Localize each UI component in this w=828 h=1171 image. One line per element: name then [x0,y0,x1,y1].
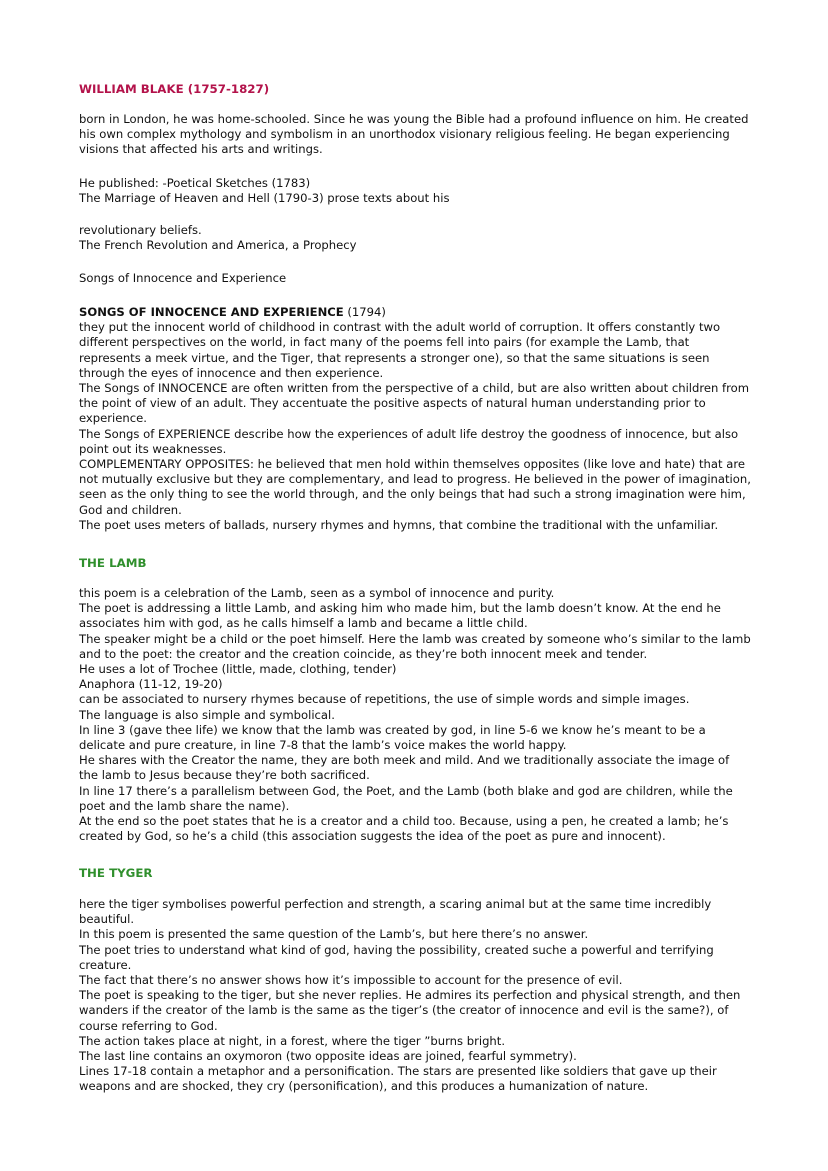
lamb-line: In line 3 (gave thee life) we know that the lamb was created by god, in line 5-6 we know he’s meant to be a delicate and pure creature, in line 7-8 that the lamb’s voice makes the world happy. [79,722,706,753]
songs-section [79,305,751,533]
lamb-section [79,586,751,844]
publication-line: The French Revolution and America, a Prophecy [79,238,357,253]
intro-bio [79,112,751,158]
tyger-line: The poet tries to understand what kind of god, having the possibility, created suche a powerful and terrifying creature. [79,942,714,972]
songs-paragraph: COMPLEMENTARY OPPOSITES: he believed that men hold within themselves opposites (like love and hate) that are not mutually exclusive but they are complementary, and lead to progress. He believed in the power of imagination, seen as the only thing to see the world through, and the only beings that had such a strong imagination were him, God and children. [79,457,751,517]
lamb-line: He uses a lot of Trochee (little, made, clothing, tender) [79,662,397,677]
publication-line: revolutionary beliefs. [79,223,202,237]
songs-paragraph: The poet uses meters of ballads, nursery rhymes and hymns, that combine the traditional with the unfamiliar. [79,517,719,532]
songs-paragraph: The Songs of INNOCENCE are often written from the perspective of a child, but are also written about children from the point of view of an adult. They accentuate the positive aspects of natural human understanding prior to experience. [79,381,750,426]
tyger-heading: THE TYGER [79,866,153,880]
bio-paragraph: born in London, he was home-schooled. Since he was young the Bible had a profound influence on him. He created his own complex mythology and symbolism in an unorthodox visionary religious feeling. He began experiencing visions that affected his arts and writings. [79,112,749,157]
lamb-line: this poem is a celebration of the Lamb, seen as a symbol of innocence and purity. [79,586,555,600]
page-title: WILLIAM BLAKE (1757-1827) [79,82,270,96]
lamb-line: Anaphora (11-12, 19-20) [79,677,223,692]
tyger-line: The last line contains an oxymoron (two opposite ideas are joined, fearful symmetry). [79,1049,577,1064]
songs-paragraph: The Songs of EXPERIENCE describe how the experiences of adult life destroy the goodness of innocence, but also point out its weaknesses. [79,426,739,456]
songs-heading-line [79,305,751,320]
tyger-line: The action takes place at night, in a forest, where the tiger ”burns bright. [79,1033,506,1048]
lamb-line: The poet is addressing a little Lamb, and asking him who made him, but the lamb doesn’t know. At the end he associates him with god, as he calls himself a lamb and became a little child. [79,601,721,631]
tyger-line: The poet is speaking to the tiger, but she never replies. He admires its perfection and physical strength, and then wanders if the creator of the lamb is the same as the tiger’s (the creator of innocence and evil is the same?), of course referring to God. [79,988,741,1033]
songs-heading: SONGS OF INNOCENCE AND EXPERIENCE [79,305,344,319]
lamb-line: The speaker might be a child or the poet himself. Here the lamb was created by someone who’s similar to the lamb and to the poet: the creator and the creation coincide, as they’re both innocent meek and tender. [79,631,751,661]
lamb-line: At the end so the poet states that he is a creator and a child too. Because, using a pen, he created a lamb; he’s created by God, so he’s a child (this association suggests the idea of the poet as pure and innocent). [79,814,729,844]
tyger-line: The fact that there’s no answer shows how it’s impossible to account for the presence of evil. [79,973,623,988]
tyger-line: In this poem is presented the same question of the Lamb’s, but here there’s no answer. [79,927,589,942]
tyger-section [79,897,751,1095]
publication-line: The Marriage of Heaven and Hell (1790-3) prose texts about his [79,191,450,206]
publications-block [79,176,751,206]
lamb-heading: THE LAMB [79,556,147,570]
songs-paragraph: they put the innocent world of childhood in contrast with the adult world of corruption. It offers constantly two different perspectives on the world, in fact many of the poems fell into pairs (for example the Lamb, that represents a meek virtue, and the Tiger, that represents a stronger one), so that the same situations is seen through the eyes of innocence and then experience. [79,320,721,380]
tyger-line: Lines 17-18 contain a metaphor and a personification. The stars are presented like soldiers that gave up their weapons and are shocked, they cry (personification), and this produces a humanization of nature. [79,1064,717,1094]
lamb-line: The language is also simple and symbolical. [79,707,335,722]
tyger-line: here the tiger symbolises powerful perfection and strength, a scaring animal but at the same time incredibly beautiful. [79,897,712,927]
songs-year: (1794) [347,305,386,319]
publications-block-2 [79,223,751,253]
lamb-line: He shares with the Creator the name, they are both meek and mild. And we traditionally associate the image of the lamb to Jesus because they’re both sacrificed. [79,753,730,783]
lamb-line: can be associated to nursery rhymes because of repetitions, the use of simple words and simple images. [79,692,690,707]
lamb-line: In line 17 there’s a parallelism between God, the Poet, and the Lamb (both blake and god are children, while the poet and the lamb share the name). [79,783,733,813]
publication-songs: Songs of Innocence and Experience [79,271,287,285]
publication-line: He published: -Poetical Sketches (1783) [79,176,311,190]
